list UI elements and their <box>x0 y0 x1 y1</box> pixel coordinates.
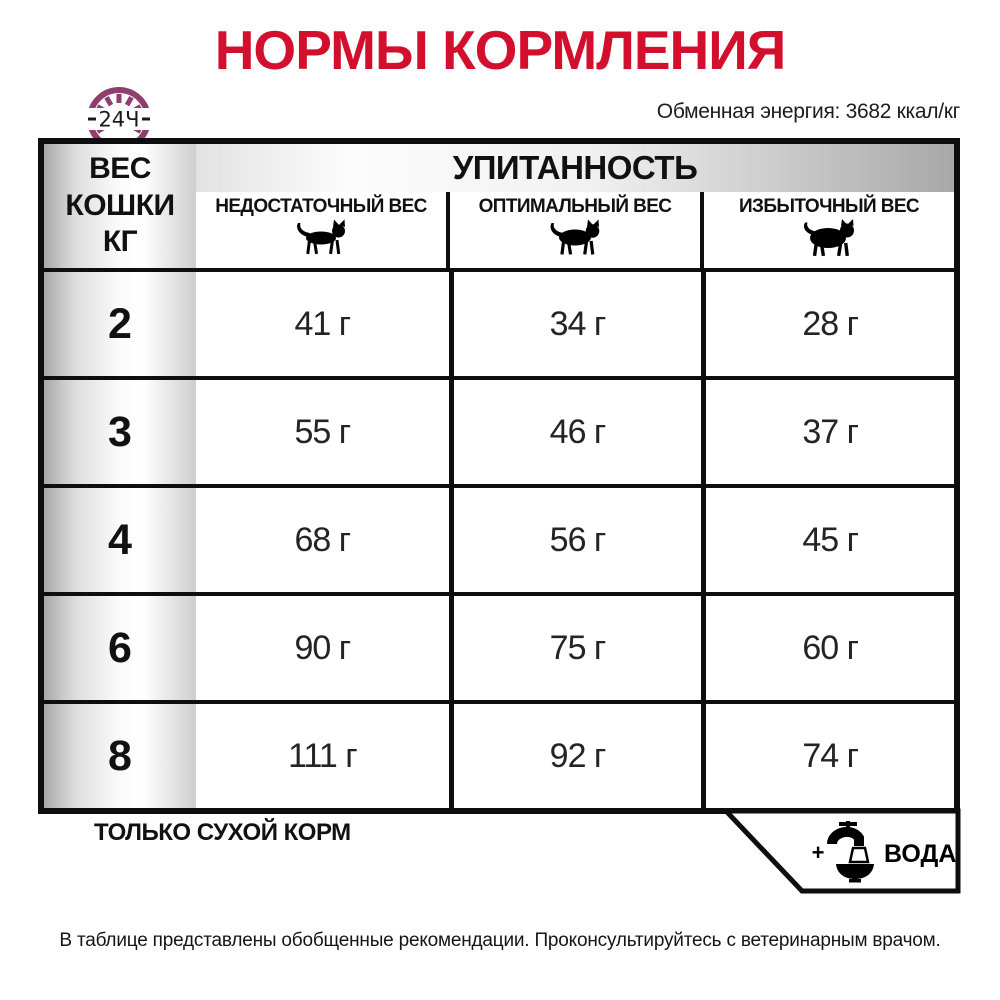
ration-cell: 45 г <box>701 484 954 592</box>
page-title: НОРМЫ КОРМЛЕНИЯ <box>214 19 786 81</box>
add-water-callout <box>722 808 962 900</box>
condition-subheaders <box>196 192 954 268</box>
water-label: ВОДА <box>884 840 957 868</box>
metabolic-energy-note: Обменная энергия: 3682 ккал/кг <box>656 100 960 123</box>
weight-header-line: КОШКИ <box>65 188 175 222</box>
cat-weight-cell: 4 <box>44 484 196 592</box>
ration-cell: 111 г <box>196 700 449 808</box>
weight-header-line: ВЕС <box>89 152 151 186</box>
disclaimer-note: В таблице представлены обобщенные рекомендации. Проконсультируйтесь с ветеринарным врачом. <box>59 930 941 951</box>
clock-badge-label: 24Ч <box>98 107 140 132</box>
ration-cell: 37 г <box>701 376 954 484</box>
ration-cell: 92 г <box>449 700 702 808</box>
ration-cell: 41 г <box>196 268 449 376</box>
cat-fat-icon <box>798 219 860 259</box>
ration-cell: 46 г <box>449 376 702 484</box>
condition-header-group <box>196 144 954 268</box>
clock-24h-icon <box>83 82 155 146</box>
column-header-optimal <box>446 192 700 268</box>
condition-header: УПИТАННОСТЬ <box>196 144 954 192</box>
cat-normal-icon <box>544 219 606 259</box>
column-header-overweight <box>700 192 954 268</box>
dry-food-only-label: ТОЛЬКО СУХОЙ КОРМ <box>94 819 351 846</box>
ration-cell: 68 г <box>196 484 449 592</box>
feeding-table <box>38 138 960 814</box>
cat-weight-cell: 3 <box>44 376 196 484</box>
column-label: ИЗБЫТОЧНЫЙ ВЕС <box>738 196 920 217</box>
ration-cell: 28 г <box>701 268 954 376</box>
column-header-underweight <box>196 192 446 268</box>
cat-weight-cell: 2 <box>44 268 196 376</box>
ration-cell: 34 г <box>449 268 702 376</box>
column-label: ОПТИМАЛЬНЫЙ ВЕС <box>478 196 672 217</box>
ration-cell: 60 г <box>701 592 954 700</box>
cat-weight-cell: 8 <box>44 700 196 808</box>
weight-column-header <box>44 144 196 268</box>
ration-cell: 74 г <box>701 700 954 808</box>
ration-cell: 56 г <box>449 484 702 592</box>
ration-cell: 90 г <box>196 592 449 700</box>
column-label: НЕДОСТАТОЧНЫЙ ВЕС <box>215 196 427 217</box>
cat-weight-cell: 6 <box>44 592 196 700</box>
plus-sign: + <box>811 840 825 865</box>
weight-header-line: КГ <box>102 225 138 259</box>
cat-thin-icon <box>290 219 352 259</box>
ration-cell: 55 г <box>196 376 449 484</box>
ration-cell: 75 г <box>449 592 702 700</box>
